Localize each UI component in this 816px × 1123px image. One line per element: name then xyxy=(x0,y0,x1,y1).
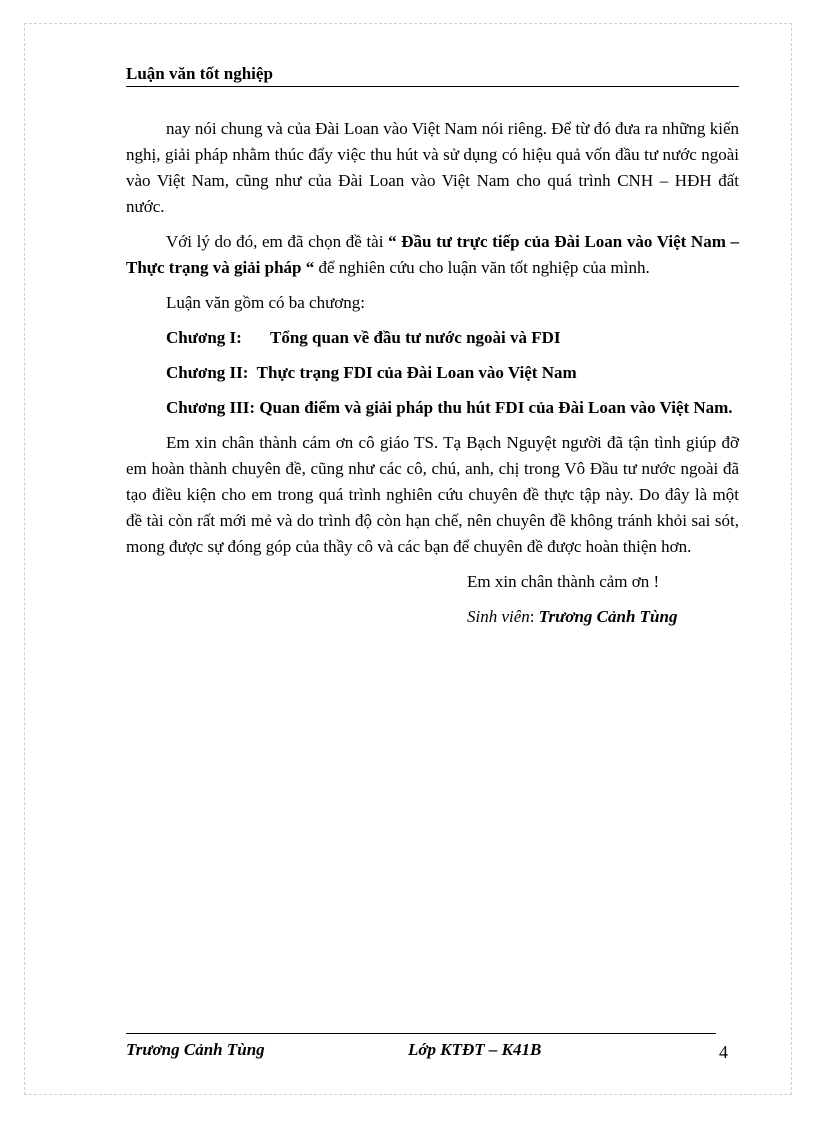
paragraph-intro-continued: nay nói chung và của Đài Loan vào Việt Nam nói riêng. Để từ đó đưa ra những kiến nghị, giải pháp nhằm thúc đẩy việc thu hút và sử dụng có hiệu quả vốn đầu tư nước ngoài vào Việt Nam, cũng như của Đài Loan vào Việt Nam cho quá trình CNH – HĐH đất nước. xyxy=(126,119,739,216)
document-body xyxy=(126,116,739,639)
student-label: Sinh viên xyxy=(467,607,530,626)
topic-tail-text: để nghiên cứu cho luận văn tốt nghiệp của mình. xyxy=(314,258,650,277)
thanks-line: Em xin chân thành cảm ơn ! xyxy=(467,572,660,591)
topic-lead-text: Với lý do đó, em đã chọn đề tài xyxy=(166,232,389,251)
chapter-1-title: Tổng quan về đầu tư nước ngoài và FDI xyxy=(270,328,561,347)
paragraph-chapters-intro: Luận văn gồm có ba chương: xyxy=(166,293,366,312)
chapter-3 xyxy=(126,395,739,421)
student-signature xyxy=(126,604,739,630)
page-header xyxy=(126,64,739,87)
student-name: Trương Cảnh Tùng xyxy=(538,607,678,626)
chapter-1 xyxy=(126,325,739,351)
footer-divider xyxy=(126,1033,716,1034)
footer-author: Trương Cảnh Tùng xyxy=(126,1040,265,1059)
chapter-1-label: Chương I: xyxy=(166,328,242,347)
chapter-2 xyxy=(126,360,739,386)
footer-class: Lớp KTĐT – K41B xyxy=(408,1040,542,1059)
chapter-3-label: Chương III: xyxy=(166,398,256,417)
header-title: Luận văn tốt nghiệp xyxy=(126,64,273,83)
chapter-2-title: Thực trạng FDI của Đài Loan vào Việt Nam xyxy=(256,363,577,382)
student-separator: : xyxy=(529,607,539,626)
page-number: 4 xyxy=(719,1042,728,1062)
chapter-2-label: Chương II: xyxy=(166,363,249,382)
paragraph-topic xyxy=(126,229,739,281)
paragraph-acknowledgement: Em xin chân thành cám ơn cô giáo TS. Tạ Bạch Nguyệt người đã tận tình giúp đỡ em hoàn thành chuyên đề, cũng như các cô, chú, anh, chị trong Vô Đầu tư nước ngoài đã tạo điều kiện cho em trong quá trình nghiên cứu chuyên đề thực tập này. Do đây là một đề tài còn rất mới mẻ và do trình độ còn hạn chế, nên chuyên đề không tránh khỏi sai sót, mong được sự đóng góp của thầy cô và các bạn để chuyên đề được hoàn thiện hơn. xyxy=(126,433,739,556)
thesis-topic-title: “ Đầu tư trực tiếp của Đài Loan vào Việt Nam – Thực trạng và giải pháp “ xyxy=(126,232,739,277)
chapter-3-title: Quan điểm và giải pháp thu hút FDI của Đài Loan vào Việt Nam. xyxy=(259,398,733,417)
